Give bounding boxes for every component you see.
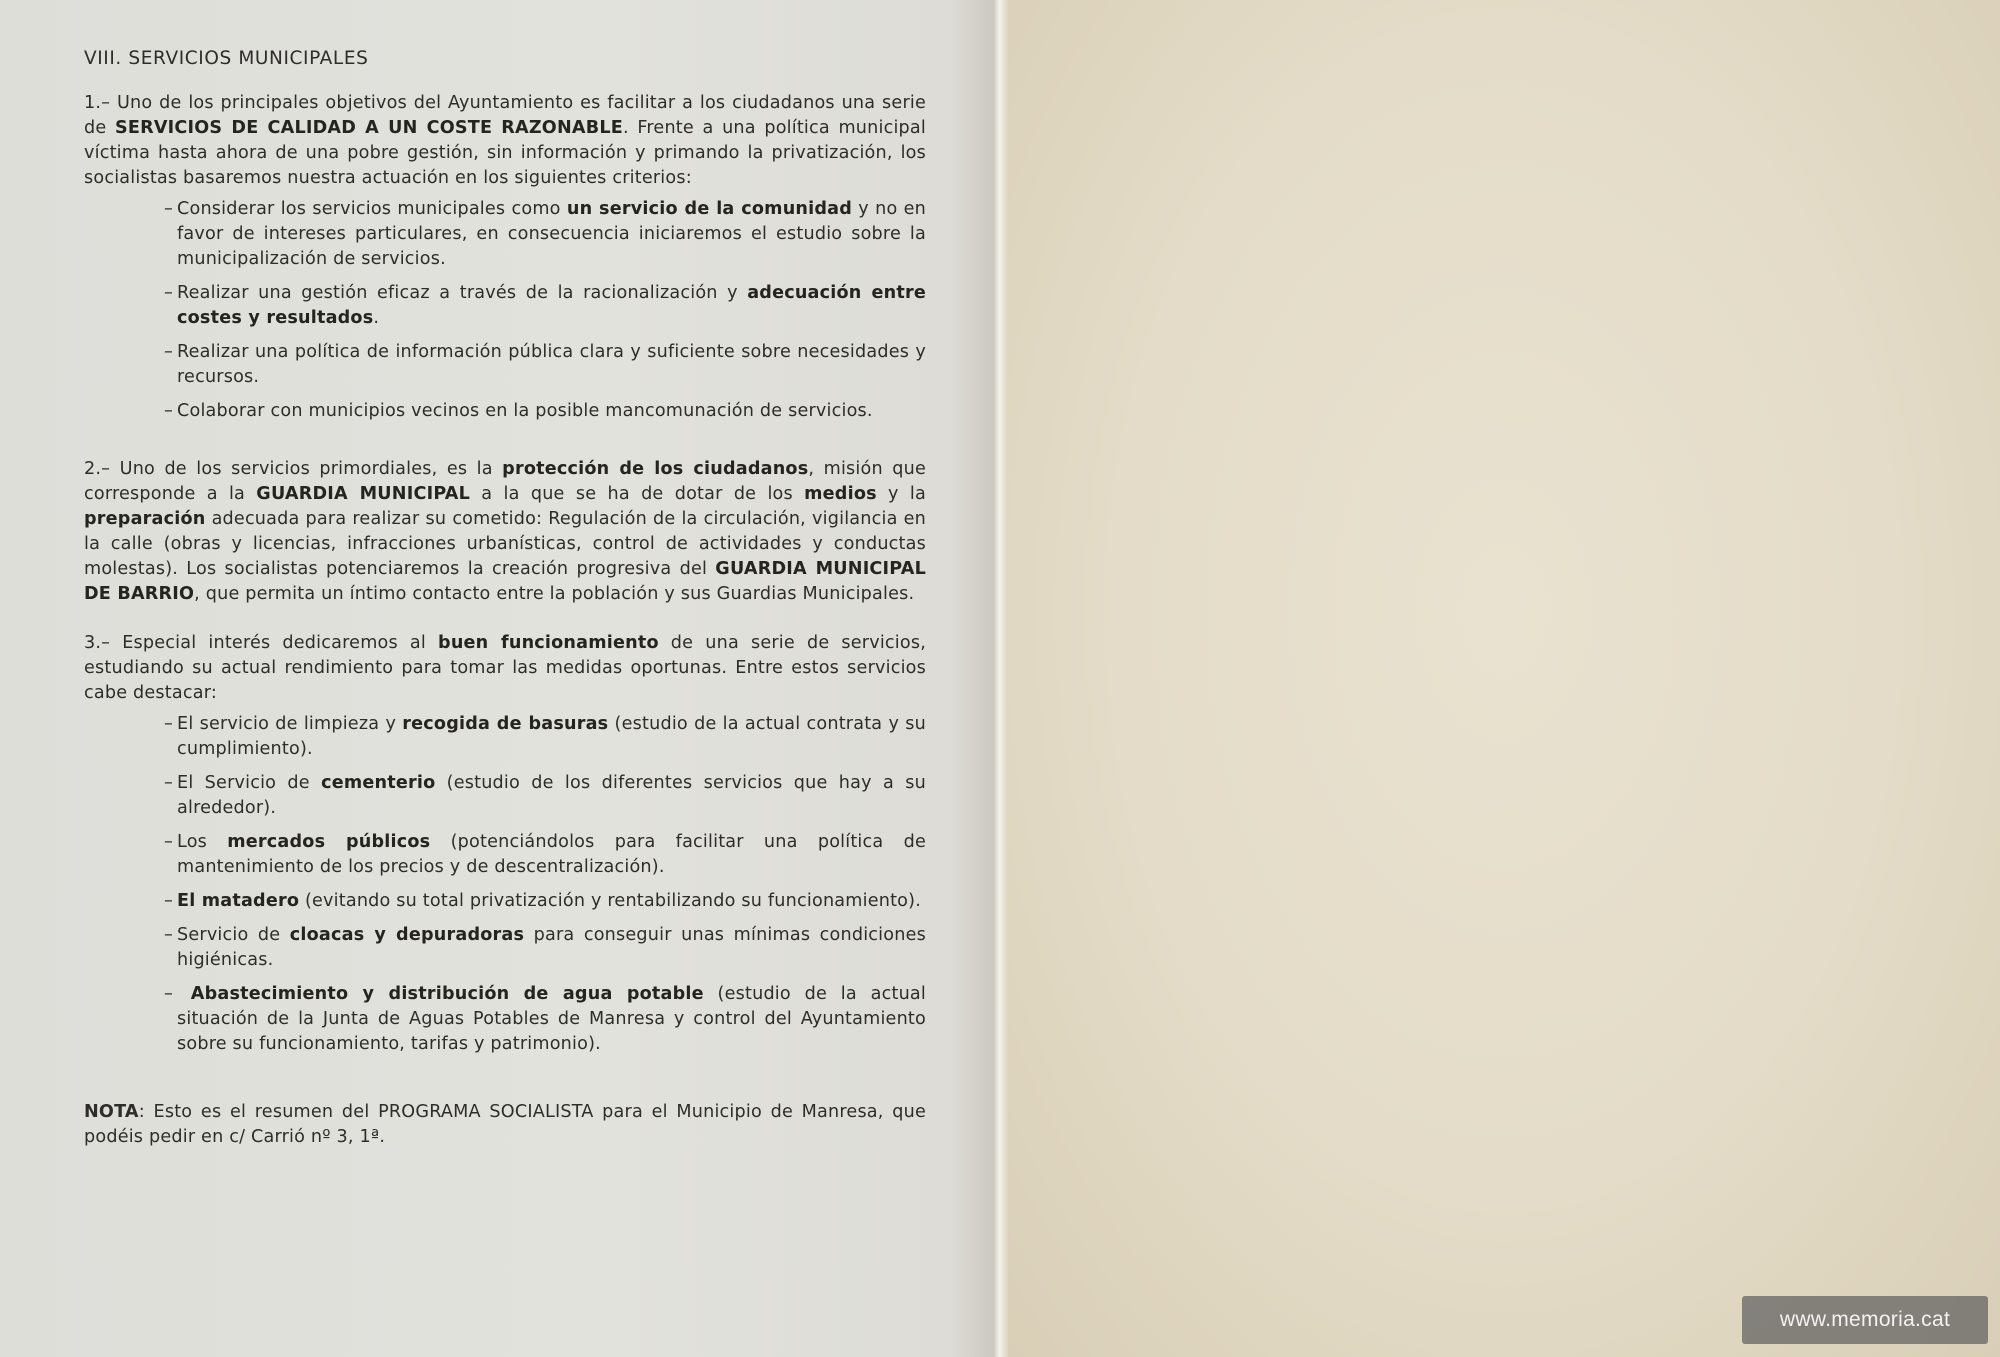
item-bold: recogida de basuras xyxy=(402,714,609,734)
item-bold: adecuación entre costes y resultados xyxy=(177,283,926,328)
paragraph-2-text: adecuada para realizar su cometido: Regulación de la circulación, vigilancia en la calle (obras y licencias, infracciones urbanísticas, control de actividades y conductas molestas). Los socialistas potenciaremos la creación progresiva del xyxy=(84,509,926,579)
paragraph-2 xyxy=(84,457,926,607)
spacer xyxy=(84,1066,926,1100)
spacer xyxy=(84,607,926,631)
item-text: (estudio de la actual contrata y su cumplimiento). xyxy=(177,714,927,759)
dash-marker: – xyxy=(164,714,173,734)
dash-marker: – xyxy=(164,401,173,421)
item-text: (potenciándolos para facilitar una política de mantenimiento de los precios y de descentralización). xyxy=(177,832,926,877)
item-bold: cementerio xyxy=(321,773,436,793)
item-text: Los xyxy=(177,832,228,852)
paragraph-1-bold-1: SERVICIOS DE CALIDAD A UN COSTE RAZONABLE xyxy=(114,118,623,138)
list-item xyxy=(164,889,926,914)
item-bold: El matadero xyxy=(177,891,300,911)
paragraph-2-bold: protección de los ciudadanos xyxy=(502,459,809,479)
dash-marker: – xyxy=(164,832,173,852)
dash-marker: – xyxy=(164,891,173,911)
list-item xyxy=(164,982,926,1057)
item-text: (estudio de la actual situación de la Junta de Aguas Potables de Manresa y control del Ayuntamiento sobre su funcionamiento, tarifas y patrimonio). xyxy=(177,984,927,1054)
paragraph-3 xyxy=(84,631,926,706)
dash-marker: – xyxy=(164,199,173,219)
section-heading: VIII. SERVICIOS MUNICIPALES xyxy=(84,48,369,69)
item-text: para conseguir unas mínimas condiciones higiénicas. xyxy=(177,925,926,970)
paragraph-2-text: a la que se ha de dotar de los xyxy=(470,484,805,504)
dash-marker: – xyxy=(164,925,173,945)
dash-marker: – xyxy=(164,283,173,303)
nota-label: NOTA xyxy=(84,1102,139,1122)
dash-marker: – xyxy=(164,984,173,1004)
item-text: (estudio de los diferentes servicios que hay a su alrededor). xyxy=(177,773,926,818)
item-text: Servicio de xyxy=(177,925,290,945)
nota-text: : Esto es el resumen del PROGRAMA SOCIALISTA para el Municipio de Manresa, que podéis pedir en c/ Carrió nº 3, 1ª. xyxy=(84,1102,926,1147)
services-list xyxy=(84,712,926,1057)
criteria-list xyxy=(84,197,926,424)
list-item xyxy=(164,197,926,272)
item-text xyxy=(177,984,191,1004)
item-text: (evitando su total privatización y rentabilizando su funcionamiento). xyxy=(299,891,921,911)
item-bold: mercados públicos xyxy=(227,832,431,852)
list-item xyxy=(164,830,926,880)
paragraph-1-text-a: 1.– Uno de los principales objetivos del Ayuntamiento es facilitar a los ciudadanos una serie de xyxy=(84,93,926,138)
dash-marker: – xyxy=(164,773,173,793)
list-item xyxy=(164,340,926,390)
item-bold: cloacas y depuradoras xyxy=(289,925,525,945)
list-item xyxy=(164,712,926,762)
text-column xyxy=(84,46,926,1150)
paragraph-2-text: y la xyxy=(876,484,926,504)
item-text: El Servicio de xyxy=(177,773,322,793)
paragraph-2-bold: GUARDIA MUNICIPAL DE BARRIO xyxy=(84,559,927,604)
paragraph-1 xyxy=(84,91,926,191)
paragraph-2-text: , misión que corresponde a la xyxy=(84,459,927,504)
item-text: Realizar una política de información pública clara y suficiente sobre necesidades y recursos. xyxy=(177,342,926,387)
paragraph-2-bold: medios xyxy=(804,484,877,504)
item-bold: un servicio de la comunidad xyxy=(566,199,853,219)
item-text: El servicio de limpieza y xyxy=(177,714,403,734)
paragraph-2-bold: GUARDIA MUNICIPAL xyxy=(256,484,471,504)
nota-paragraph xyxy=(84,1100,926,1150)
list-item xyxy=(164,281,926,331)
paragraph-3-text: 3.– Especial interés dedicaremos al xyxy=(84,633,439,653)
item-text: . xyxy=(373,308,380,328)
item-text: y no en favor de intereses particulares, en consecuencia iniciaremos el estudio sobre la municipalización de servicios. xyxy=(177,199,926,269)
item-text: Colaborar con municipios vecinos en la posible mancomunación de servicios. xyxy=(177,401,873,421)
watermark-label: www.memoria.cat xyxy=(1742,1296,1988,1344)
paragraph-3-bold: buen funcionamiento xyxy=(438,633,659,653)
paragraph-3-text: de una serie de servicios, estudiando su actual rendimiento para tomar las medidas oportunas. Entre estos servicios cabe destacar: xyxy=(84,633,926,703)
right-page-blank xyxy=(1008,0,2000,1357)
item-text: Considerar los servicios municipales como xyxy=(177,199,567,219)
paragraph-2-text: 2.– Uno de los servicios primordiales, es la xyxy=(84,459,503,479)
item-bold: Abastecimiento y distribución de agua potable xyxy=(190,984,704,1004)
list-item xyxy=(164,399,926,424)
item-text: Realizar una gestión eficaz a través de la racionalización y xyxy=(177,283,748,303)
list-item xyxy=(164,771,926,821)
dash-marker: – xyxy=(164,342,173,362)
paragraph-2-bold: preparación xyxy=(84,509,206,529)
paragraph-1-text-c: . Frente a una política municipal víctima hasta ahora de una pobre gestión, sin información y primando la privatización, los socialistas basaremos nuestra actuación en los siguientes criterios: xyxy=(84,118,926,188)
paragraph-2-text: , que permita un íntimo contacto entre la población y sus Guardias Municipales. xyxy=(194,584,915,604)
spacer xyxy=(84,433,926,457)
list-item xyxy=(164,923,926,973)
